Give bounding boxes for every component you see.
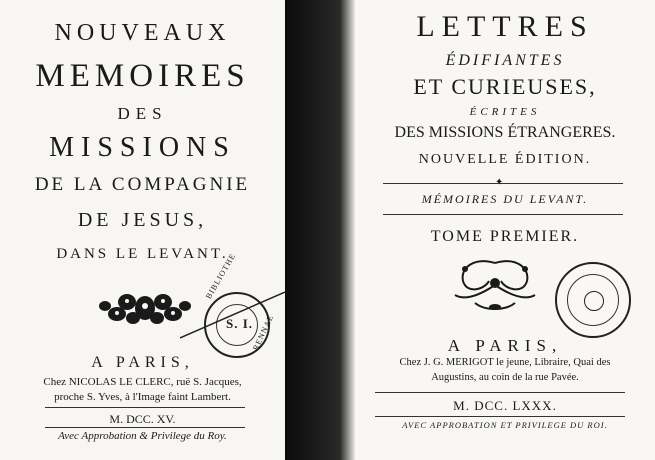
stamp-stroke-line <box>180 290 285 340</box>
privilege-line: Avec Approbation & Privilege du Roy. <box>58 430 227 442</box>
privilege-line-right: AVEC APPROBATION ET PRIVILEGE DU ROI. <box>402 420 608 430</box>
imprint-city: A PARIS, <box>91 354 194 371</box>
title-line-ecrites: ÉCRITES <box>469 106 541 118</box>
title-line-lettres: LETTRES <box>416 10 594 43</box>
title-line-levant: DANS LE LEVANT. <box>56 246 229 262</box>
imprint-printer-line: Chez NICOLAS LE CLERC, ruë S. Jacques, <box>43 376 242 388</box>
subtitle-memoires-levant: MÉMOIRES DU LEVANT. <box>421 192 589 206</box>
imprint-year: M. DCC. XV. <box>109 412 176 426</box>
ornamental-rule-bottom <box>383 214 623 215</box>
imprint-address-line: proche S. Yves, à l'Image faint Lambert. <box>54 391 231 403</box>
floral-vignette-icon <box>445 255 545 317</box>
imprint-city-right: A PARIS, <box>447 336 563 355</box>
title-line-missions: MISSIONS <box>49 132 236 163</box>
right-title-page <box>355 0 655 460</box>
stamp-ring-text-bottom: RENNAE <box>251 313 276 352</box>
stamp-center-text: S. I. <box>226 316 254 331</box>
rule-flourish-icon: ✦ <box>495 177 504 188</box>
title-line-memoires: MEMOIRES <box>35 58 250 94</box>
title-line-nouveaux: NOUVEAUX <box>54 20 231 46</box>
stamp-ring-text-top: BIBLIOTHE <box>204 251 238 301</box>
title-line-nouvelle-edition: NOUVELLE ÉDITION. <box>418 152 592 167</box>
title-line-edifiantes: ÉDIFIANTES <box>445 52 565 69</box>
imprint-printer-right: Chez J. G. MERIGOT le jeune, Libraire, Quai des <box>399 357 611 368</box>
rule-top <box>45 407 245 408</box>
title-line-compagnie: DE LA COMPAGNIE <box>34 174 251 195</box>
title-line-jesus: DE JESUS, <box>77 209 208 231</box>
imprint-year-right: M. DCC. LXXX. <box>453 398 557 413</box>
rule-bottom <box>45 427 245 428</box>
title-line-des: DES <box>117 104 168 123</box>
book-gutter <box>285 0 355 460</box>
stamp-emblem-icon <box>584 291 604 311</box>
rule-year-top <box>375 392 625 393</box>
left-title-page <box>0 0 285 460</box>
title-line-missions-etrangeres: DES MISSIONS ÉTRANGERES. <box>394 124 616 141</box>
imprint-address-right: Augustins, au coin de la rue Pavée. <box>431 372 579 383</box>
title-line-curieuses: ET CURIEUSES, <box>413 74 597 99</box>
tome-label: TOME PREMIER. <box>430 228 580 245</box>
rule-year-bottom <box>375 416 625 417</box>
library-stamp-right <box>555 262 631 338</box>
